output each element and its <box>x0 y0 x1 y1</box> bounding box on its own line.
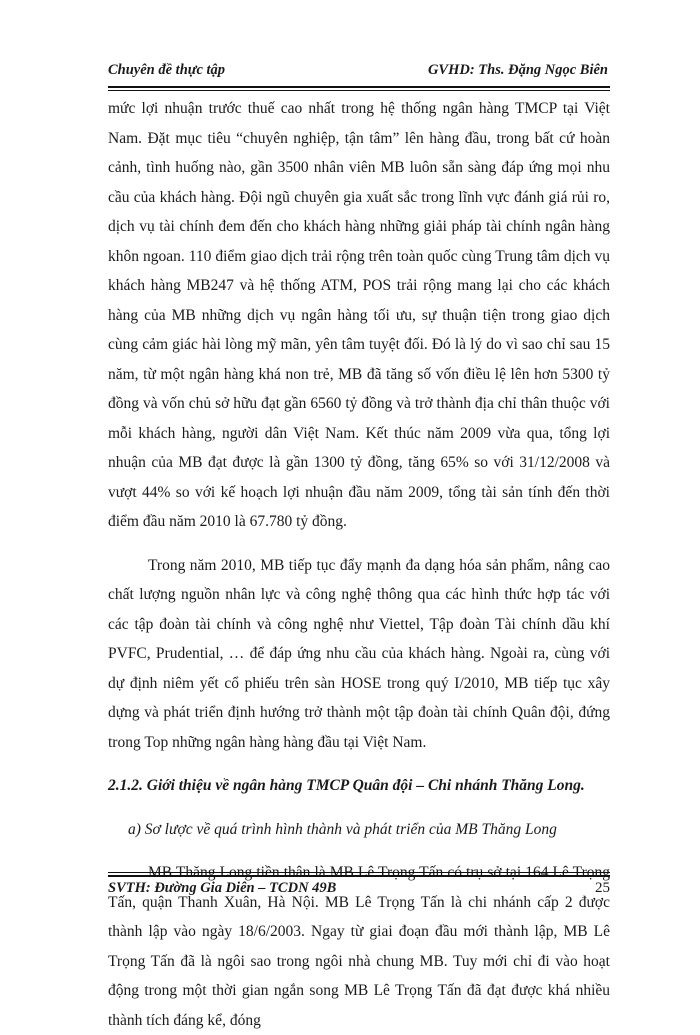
header-rule <box>108 86 610 91</box>
paragraph-2010-plans: Trong năm 2010, MB tiếp tục đẩy mạnh đa dạng hóa sản phẩm, nâng cao chất lượng nguồn nhân lực và công nghệ thông qua các hình thức hợp tác với các tập đoàn tài chính và công nghệ như Viettel, Tập đoàn Tài chính dầu khí PVFC, Prudential, … để đáp ứng nhu cầu của khách hàng. Ngoài ra, cùng với dự định niêm yết cổ phiếu trên sàn HOSE trong quý I/2010, MB tiếp tục xây dựng và phát triển định hướng trở thành một tập đoàn tài chính Quân đội, đứng trong Top những ngân hàng hàng đầu tại Việt Nam. <box>108 556 610 751</box>
page-number: 25 <box>595 880 610 896</box>
sub-heading: a) Sơ lược về quá trình hình thành và phát triển của MB Thăng Long <box>128 820 557 838</box>
footer-rule <box>108 872 610 877</box>
footer-student: SVTH: Đường Gia Diên – TCDN 49B <box>108 880 337 896</box>
paragraph-mb-overview: mức lợi nhuận trước thuế cao nhất trong hệ thống ngân hàng TMCP tại Việt Nam. Đặt mục tiêu “chuyên nghiệp, tận tâm” lên hàng đầu, trong bất cứ hoàn cảnh, tình huống nào, gần 3500 nhân viên MB luôn sẵn sàng đáp ứng mọi nhu cầu của khách hàng. Đội ngũ chuyên gia xuất sắc trong lĩnh vực đánh giá rủi ro, dịch vụ tài chính đem đến cho khách hàng những giải pháp tài chính ngân hàng khôn ngoan. 110 điểm giao dịch trải rộng trên toàn quốc cùng Trung tâm dịch vụ khách hàng MB247 và hệ thống ATM, POS trải rộng mang lại cho các khách hàng của MB những dịch vụ ngân hàng tối ưu, sự thuận tiện trong giao dịch cùng cảm giác hài lòng mỹ mãn, yên tâm tuyệt đối. Đó là lý do vì sao chỉ sau 15 năm, từ một ngân hàng khá non trẻ, MB đã tăng số vốn điều lệ lên hơn 5300 tỷ đồng và vốn chủ sở hữu đạt gần 6560 tỷ đồng và trở thành địa chỉ thân thuộc với mỗi khách hàng, người dân Việt Nam. Kết thúc năm 2009 vừa qua, tổng lợi nhuận của MB đạt được là gần 1300 tỷ đồng, tăng 65% so với 31/12/2008 và vượt 44% so với kế hoạch lợi nhuận đầu năm 2009, tổng tài sản tính đến thời điểm đầu năm 2010 là 67.780 tỷ đồng. <box>108 100 610 530</box>
paragraph-mb-thang-long: MB Thăng Long tiền thân là MB Lê Trọng Tấn có trụ sở tại 164 Lê Trọng Tấn, quận Thanh Xuân, Hà Nội. MB Lê Trọng Tấn là chi nhánh cấp 2 được thành lập vào ngày 18/6/2003. Ngay từ giai đoạn đầu mới thành lập, MB Lê Trọng Tấn đã là ngôi sao trong ngôi nhà chung MB. Tuy mới chỉ đi vào hoạt động trong một thời gian ngắn song MB Lê Trọng Tấn đã đạt được khá nhiều thành tích đáng kể, đóng <box>108 864 610 1029</box>
header-supervisor: GVHD: Ths. Đặng Ngọc Biên <box>427 62 608 78</box>
header-document-type: Chuyên đề thực tập <box>108 62 226 78</box>
page-header <box>108 48 608 86</box>
section-heading: 2.1.2. Giới thiệu về ngân hàng TMCP Quân đội – Chi nhánh Thăng Long. <box>108 777 585 794</box>
